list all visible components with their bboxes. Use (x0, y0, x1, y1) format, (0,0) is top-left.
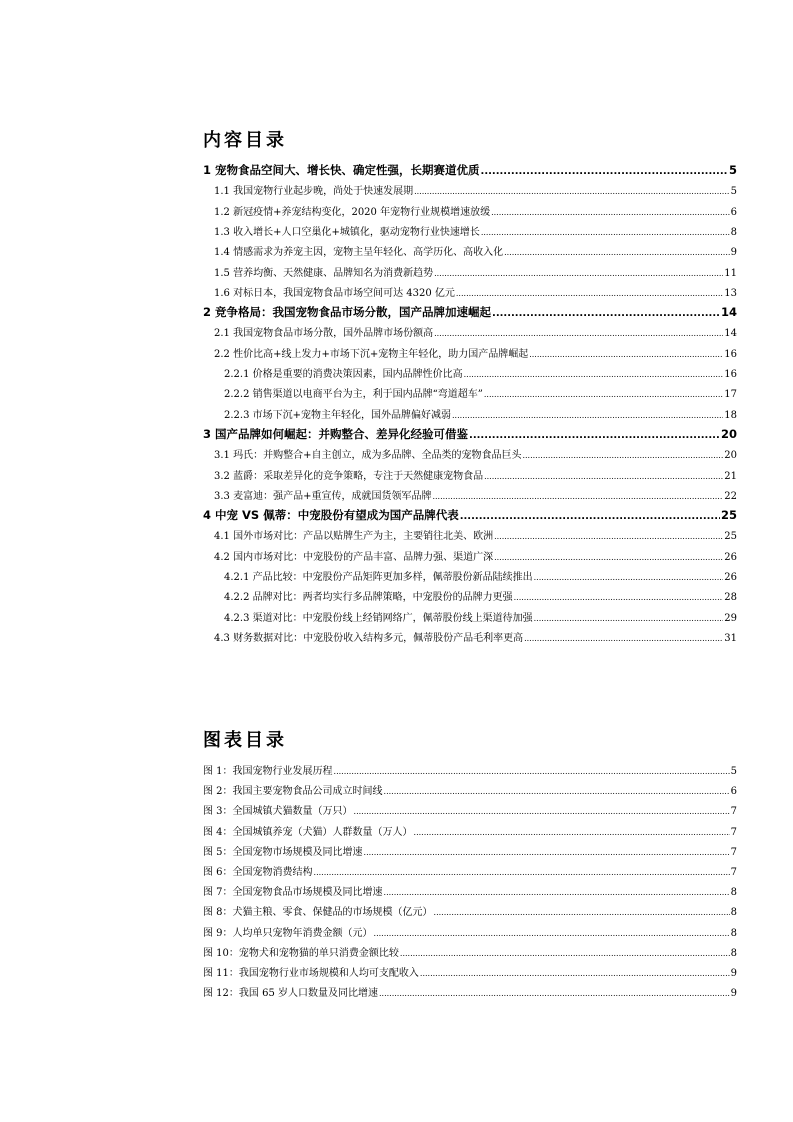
dot-leader (452, 411, 723, 420)
toc-entry[interactable] (203, 182, 737, 197)
dot-leader (534, 573, 724, 582)
entry-label: 1.1 我国宠物行业起步晚，尚处于快速发展期 (214, 186, 414, 198)
dot-leader (484, 472, 723, 481)
entry-page-number: 7 (730, 826, 737, 838)
entry-page-number: 6 (730, 206, 737, 218)
entry-page-number: 29 (724, 612, 737, 624)
dot-leader (364, 848, 730, 857)
figure-entry[interactable] (203, 984, 737, 999)
entry-page-number: 14 (724, 328, 737, 340)
entry-page-number: 16 (724, 369, 737, 380)
entry-label: 1.3 收入增长+人口空巢化+城镇化，驱动宠物行业快速增长 (214, 226, 480, 238)
toc-entry[interactable] (203, 548, 737, 563)
entry-page-number: 28 (724, 592, 737, 604)
entry-page-number: 6 (730, 786, 737, 798)
entry-label: 1.2 新冠疫情+养宠结构变化，2020 年宠物行业规模增速放缓 (214, 206, 491, 218)
toc-entry[interactable] (203, 426, 737, 442)
entry-label: 4.2.1 产品比较：中宠股份产品矩阵更加多样，佩蒂股份新品陆续推出 (224, 572, 533, 583)
entry-label: 4.2 国内市场对比：中宠股份的产品丰富、品牌力强、渠道广深 (214, 551, 494, 563)
entry-page-number: 9 (730, 988, 737, 1000)
figure-entry[interactable] (203, 863, 737, 878)
dot-leader (420, 969, 730, 978)
entry-label: 图 2：我国主要宠物食品公司成立时间线 (203, 786, 383, 798)
entry-page-number: 8 (730, 887, 737, 899)
entry-page-number: 18 (724, 409, 737, 421)
entry-label: 图 6：全国宠物消费结构 (203, 867, 313, 878)
entry-page-number: 21 (724, 470, 737, 482)
entry-label: 2.2.2 销售渠道以电商平台为主，利于国内品牌“弯道超车” (224, 389, 483, 401)
entry-page-number: 7 (730, 867, 737, 878)
toc-entry[interactable] (203, 487, 737, 502)
entry-label: 2 竞争格局：我国宠物食品市场分散，国产品牌加速崛起 (203, 305, 492, 320)
entry-page-number: 8 (730, 907, 737, 919)
entry-label: 图 7：全国宠物食品市场规模及同比增速 (203, 887, 383, 899)
figure-entry[interactable] (203, 964, 737, 979)
entry-label: 2.2.1 价格是重要的消费决策因素，国内品牌性价比高 (224, 369, 463, 380)
entry-page-number: 26 (724, 572, 737, 583)
entry-page-number: 8 (730, 927, 737, 939)
entry-label: 4.1 国外市场对比：产品以贴牌生产为主，主要销往北美、欧洲 (214, 531, 494, 543)
entry-page-number: 5 (730, 186, 737, 198)
entry-page-number: 8 (730, 226, 737, 238)
dot-leader (354, 807, 730, 816)
entry-page-number: 11 (724, 267, 737, 279)
dot-leader (529, 350, 723, 359)
dot-leader (379, 989, 730, 998)
dot-leader (456, 289, 723, 298)
toc-entry[interactable] (203, 588, 737, 603)
entry-label: 图 10：宠物犬和宠物猫的单只消费金额比较 (203, 947, 399, 959)
entry-page-number: 16 (724, 348, 737, 360)
toc-entry[interactable] (203, 324, 737, 339)
entry-page-number: 20 (720, 426, 737, 441)
entry-label: 3.2 蓝爵：采取差异化的竞争策略，专注于天然健康宠物食品 (214, 470, 484, 482)
entry-page-number: 5 (730, 766, 737, 777)
dot-leader (374, 929, 730, 938)
entry-page-number: 9 (730, 968, 737, 979)
entry-label: 1.6 对标日本，我国宠物食品市场空间可达 4320 亿元 (214, 287, 455, 299)
toc-entry[interactable] (203, 345, 737, 360)
dot-leader (481, 228, 730, 237)
figure-entry[interactable] (203, 924, 737, 939)
entry-page-number: 5 (728, 163, 737, 177)
toc-entry[interactable] (203, 609, 737, 624)
entry-label: 图 12：我国 65 岁人口数量及同比增速 (203, 988, 378, 1000)
entry-page-number: 14 (720, 305, 737, 320)
entry-label: 图 3：全国城镇犬猫数量（万只） (203, 806, 353, 818)
entry-label: 2.2 性价比高+线上发力+市场下沉+宠物主年轻化，助力国产品牌崛起 (214, 348, 529, 360)
entry-label: 图 1：我国宠物行业发展历程 (203, 766, 333, 777)
dot-leader (384, 888, 730, 897)
entry-page-number: 25 (724, 531, 737, 543)
dot-leader (514, 593, 724, 602)
toc-entry[interactable] (203, 446, 737, 461)
dot-leader (469, 430, 720, 441)
toc-entry[interactable] (203, 304, 737, 320)
dot-leader (492, 308, 720, 319)
dot-leader (432, 492, 723, 501)
toc-entry[interactable] (203, 527, 737, 542)
figure-entry[interactable] (203, 823, 737, 838)
entry-page-number: 7 (730, 846, 737, 858)
toc-entry[interactable] (203, 243, 737, 258)
entry-page-number: 13 (724, 287, 737, 299)
toc-entry[interactable] (203, 385, 737, 400)
dot-leader (460, 511, 720, 522)
dot-leader (464, 370, 724, 379)
entry-label: 1 宠物食品空间大、增长快、确定性强，长期赛道优质 (203, 163, 480, 177)
toc-entry[interactable] (203, 223, 737, 238)
figures-title: 图表目录 (203, 730, 287, 751)
entry-label: 图 8：犬猫主粮、零食、保健品的市场规模（亿元） (203, 907, 433, 919)
toc-entry[interactable] (203, 203, 737, 218)
entry-page-number: 26 (724, 551, 737, 563)
dot-leader (314, 868, 730, 877)
entry-label: 4 中宠 VS 佩蒂：中宠股份有望成为国产品牌代表 (203, 508, 459, 523)
toc-entry[interactable] (203, 406, 737, 421)
figure-entry[interactable] (203, 903, 737, 918)
figure-entry[interactable] (203, 782, 737, 797)
toc-entry[interactable] (203, 507, 737, 523)
toc-entry[interactable] (203, 467, 737, 482)
toc-entry[interactable] (203, 568, 737, 583)
entry-label: 4.2.2 品牌对比：两者均实行多品牌策略，中宠股份的品牌力更强 (224, 592, 513, 604)
dot-leader (434, 329, 723, 338)
entry-page-number: 25 (720, 508, 737, 523)
dot-leader (384, 787, 730, 796)
entry-label: 图 4：全国城镇养宠（犬猫）人群数量（万人） (203, 826, 413, 838)
entry-label: 3.3 麦富迪：强产品+重宣传，成就国货领军品牌 (214, 490, 432, 502)
entry-label: 2.1 我国宠物食品市场分散，国外品牌市场份额高 (214, 328, 434, 340)
dot-leader (534, 614, 724, 623)
entry-label: 3 国产品牌如何崛起：并购整合、差异化经验可借鉴 (203, 426, 469, 441)
entry-label: 图 9：人均单只宠物年消费金额（元） (203, 927, 373, 939)
entry-page-number: 8 (730, 947, 737, 959)
entry-label: 2.2.3 市场下沉+宠物主年轻化，国外品牌偏好减弱 (224, 409, 452, 421)
entry-page-number: 22 (724, 490, 737, 502)
dot-leader (494, 532, 723, 541)
entry-label: 图 5：全国宠物市场规模及同比增速 (203, 846, 363, 858)
dot-leader (524, 634, 723, 643)
dot-leader (414, 187, 730, 196)
dot-leader (522, 451, 723, 460)
entry-label: 图 11：我国宠物行业市场规模和人均可支配收入 (203, 968, 419, 979)
toc-entry[interactable] (203, 264, 737, 279)
figure-entry[interactable] (203, 883, 737, 898)
figure-entry[interactable] (203, 762, 737, 777)
entry-page-number: 7 (730, 806, 737, 818)
entry-label: 1.4 情感需求为养宠主因，宠物主呈年轻化、高学历化、高收入化 (214, 247, 504, 259)
figure-entry[interactable] (203, 944, 737, 959)
entry-page-number: 20 (724, 450, 737, 462)
toc-entry[interactable] (203, 629, 737, 644)
dot-leader (334, 767, 730, 776)
entry-label: 4.3 财务数据对比：中宠股份收入结构多元，佩蒂股份产品毛利率更高 (214, 632, 524, 644)
dot-leader (484, 390, 723, 399)
entry-page-number: 31 (724, 632, 737, 644)
entry-label: 4.2.3 渠道对比：中宠股份线上经销网络广，佩蒂股份线上渠道待加强 (224, 612, 533, 624)
contents-title: 内容目录 (203, 130, 287, 151)
dot-leader (434, 908, 730, 917)
entry-label: 3.1 玛氏：并购整合+自主创立，成为多品牌、全品类的宠物食品巨头 (214, 450, 522, 462)
figure-entry[interactable] (203, 843, 737, 858)
dot-leader (400, 949, 730, 958)
dot-leader (481, 166, 728, 177)
dot-leader (491, 208, 730, 217)
toc-entry[interactable] (203, 284, 737, 299)
entry-page-number: 9 (730, 247, 737, 259)
dot-leader (494, 553, 723, 562)
entry-page-number: 17 (724, 389, 737, 401)
toc-entry[interactable] (203, 162, 737, 178)
dot-leader (434, 269, 723, 278)
entry-label: 1.5 营养均衡、天然健康、品牌知名为消费新趋势 (214, 267, 434, 279)
toc-entry[interactable] (203, 365, 737, 380)
dot-leader (414, 828, 730, 837)
figure-entry[interactable] (203, 802, 737, 817)
dot-leader (504, 248, 730, 257)
